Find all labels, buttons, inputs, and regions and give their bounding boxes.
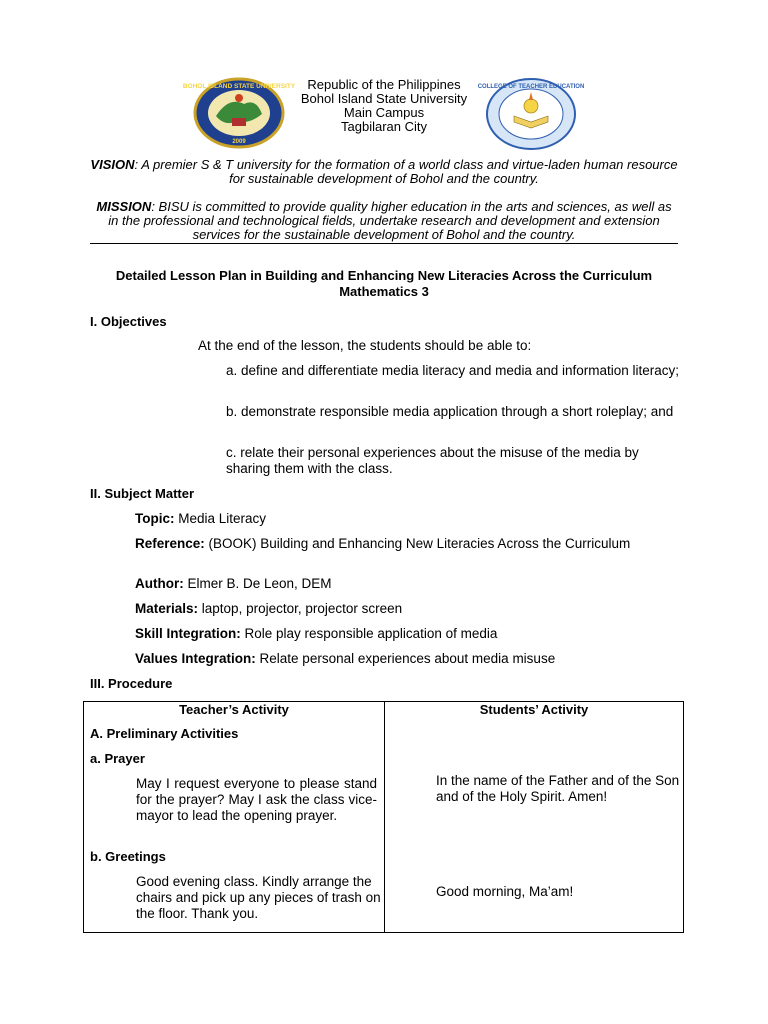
- skill-value: Role play responsible application of media: [240, 626, 498, 641]
- author-value: Elmer B. De Leon, DEM: [183, 576, 332, 591]
- topic-line: [135, 511, 675, 527]
- header-city: Tagbilaran City: [341, 119, 427, 134]
- objective-item-c: c. relate their personal experiences about the misuse of the media by sharing them with the class.: [226, 445, 639, 476]
- bisu-seal-year: 2009: [232, 139, 246, 145]
- values-line: [135, 651, 675, 667]
- vision-text: : A premier S & T university for the formation of a world class and virtue-laden human resource for sustainable development of Bohol and the country.: [134, 157, 678, 186]
- prayer-heading: a. Prayer: [90, 751, 145, 766]
- materials-line: [135, 601, 675, 617]
- author-label: Author:: [135, 576, 184, 591]
- document-title: Detailed Lesson Plan in Building and Enhancing New Literacies Across the Curriculum Mathematics 3: [115, 268, 653, 299]
- prayer-teacher-text: May I request everyone to please stand for the prayer? May I ask the class vice-mayor to lead the opening prayer.: [136, 776, 377, 823]
- mission-statement: [90, 200, 678, 242]
- objective-item-a: a. define and differentiate media literacy and media and information literacy;: [226, 363, 680, 378]
- prayer-student-text: In the name of the Father and of the Son and of the Holy Spirit. Amen!: [436, 773, 680, 804]
- teacher-activity-header: Teacher’s Activity: [179, 702, 289, 717]
- reference-label: Reference:: [135, 536, 205, 551]
- preliminary-activities-heading: A. Preliminary Activities: [90, 726, 239, 741]
- header-country: Republic of the Philippines: [307, 77, 461, 92]
- greetings-heading: b. Greetings: [90, 849, 166, 864]
- objectives-heading: I. Objectives: [90, 314, 167, 329]
- header-university: Bohol Island State University: [300, 91, 468, 106]
- values-value: Relate personal experiences about media misuse: [255, 651, 556, 666]
- topic-label: Topic:: [135, 511, 175, 526]
- objectives-intro: At the end of the lesson, the students should be able to:: [198, 338, 532, 353]
- greetings-teacher-text: Good evening class. Kindly arrange the chairs and pick up any pieces of trash on the floor. Thank you.: [136, 874, 381, 921]
- materials-value: laptop, projector, projector screen: [198, 601, 403, 616]
- header-divider: [90, 243, 678, 244]
- header-campus: Main Campus: [343, 105, 425, 120]
- procedure-heading: III. Procedure: [90, 676, 173, 691]
- subject-matter-heading: II. Subject Matter: [90, 486, 195, 501]
- procedure-table-divider: [384, 701, 385, 933]
- vision-label: VISION: [90, 157, 135, 172]
- topic-value: Media Literacy: [174, 511, 267, 526]
- cte-seal-name: COLLEGE OF TEACHER EDUCATION: [477, 84, 585, 90]
- objective-item-b: b. demonstrate responsible media application through a short roleplay; and: [226, 404, 674, 419]
- skill-line: [135, 626, 675, 642]
- skill-label: Skill Integration:: [135, 626, 241, 641]
- greetings-student-text: Good morning, Ma’am!: [436, 884, 574, 899]
- values-label: Values Integration:: [135, 651, 256, 666]
- students-activity-header: Students’ Activity: [479, 702, 589, 717]
- author-line: [135, 576, 675, 592]
- vision-statement: [90, 158, 678, 186]
- mission-label: MISSION: [96, 199, 152, 214]
- mission-text: : BISU is committed to provide quality higher education in the arts and sciences, as well as in the professional and technological fields, undertake research and development and extension services for the sustainable development of Bohol and the country.: [108, 199, 672, 242]
- reference-value: (BOOK) Building and Enhancing New Literacies Across the Curriculum: [204, 536, 631, 551]
- reference-line: [135, 536, 635, 552]
- bisu-seal-name: BOHOL ISLAND STATE UNIVERSITY: [182, 83, 296, 90]
- materials-label: Materials:: [135, 601, 199, 616]
- cte-seal-logo: [477, 78, 585, 150]
